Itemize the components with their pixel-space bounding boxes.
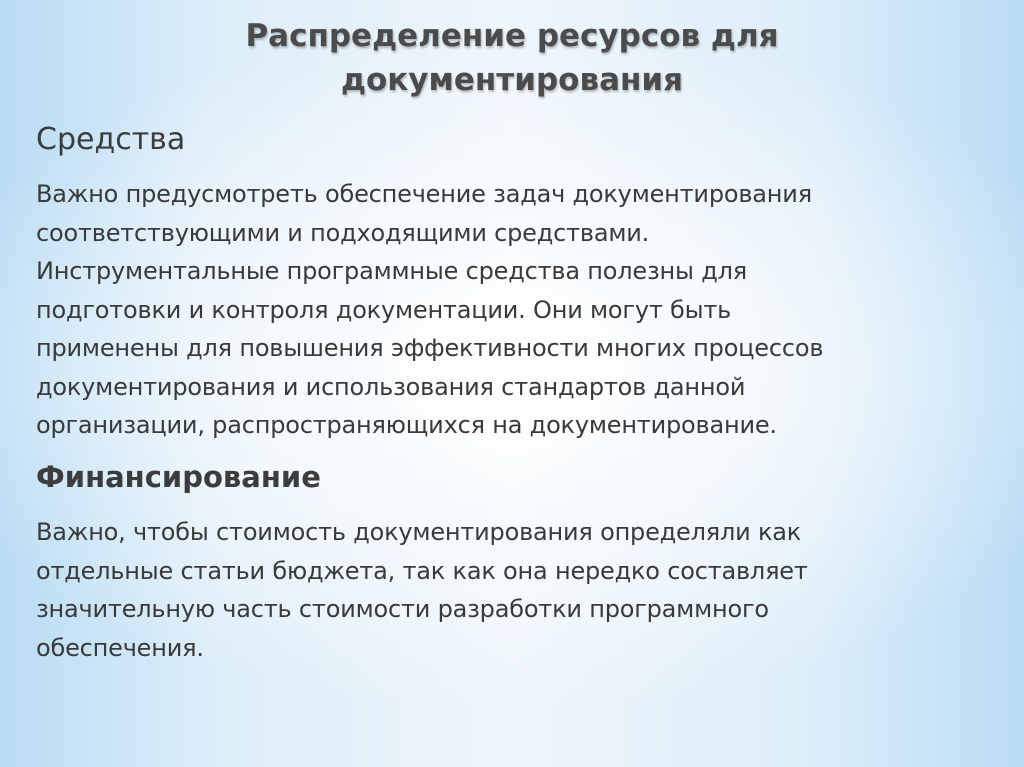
title-line-1: Распределение ресурсов для [245, 18, 779, 54]
section-heading-finansirovanie: Финансирование [36, 460, 321, 494]
paragraph-line: отдельные статьи бюджета, так как она нередко составляет [36, 556, 808, 585]
paragraph-line: Инструментальные программные средства полезны для [36, 257, 747, 285]
slide-title [150, 14, 874, 102]
paragraph-line: документирования и использования стандартов данной [36, 372, 746, 401]
paragraph-line: Важно, чтобы стоимость документирования определяли как [36, 518, 802, 546]
paragraph-line: соответствующими и подходящими средствами. [36, 218, 650, 247]
section-paragraph-sredstva [36, 175, 996, 445]
paragraph-line: подготовки и контроля документации. Они могут быть [36, 295, 732, 324]
paragraph-line: значительную часть стоимости разработки программного [36, 595, 769, 623]
section-paragraph-finansirovanie [36, 513, 996, 667]
section-heading-sredstva: Средства [36, 122, 186, 157]
paragraph-line: обеспечения. [36, 633, 204, 662]
title-line-2: документирования [340, 62, 684, 98]
paragraph-line: организации, распространяющихся на документирование. [36, 411, 777, 439]
paragraph-line: Важно предусмотреть обеспечение задач документирования [36, 180, 812, 208]
paragraph-line: применены для повышения эффективности многих процессов [36, 334, 824, 362]
